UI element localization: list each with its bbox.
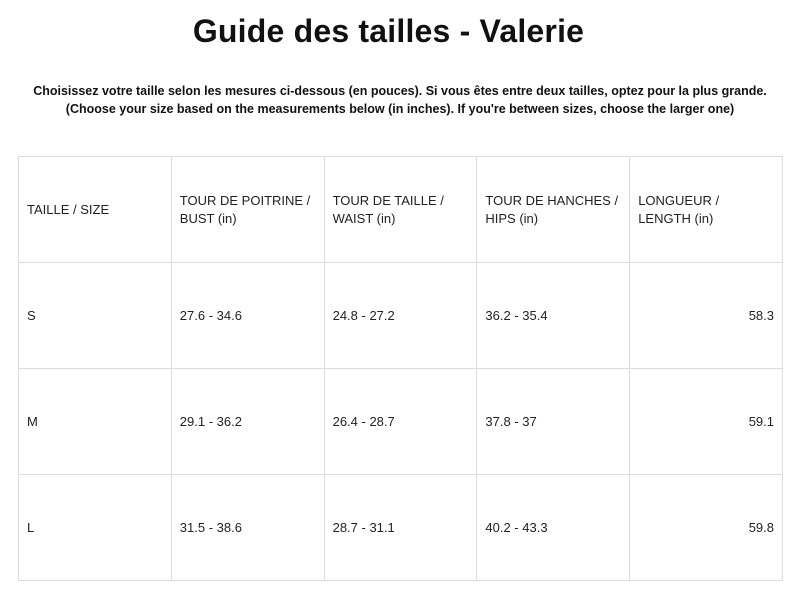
- cell-hips: 37.8 - 37: [477, 369, 630, 475]
- header-size: [19, 157, 172, 263]
- header-length-line1: LONGUEUR /: [638, 192, 720, 208]
- cell-length: 59.1: [630, 369, 783, 475]
- cell-length: 58.3: [630, 263, 783, 369]
- table-header-row: [19, 157, 783, 263]
- cell-bust: 29.1 - 36.2: [171, 369, 324, 475]
- cell-hips: 40.2 - 43.3: [477, 475, 630, 581]
- table-row: [19, 369, 783, 475]
- header-hips: [477, 157, 630, 263]
- header-length-line2: LENGTH (in): [638, 210, 714, 226]
- size-chart-table: [18, 156, 783, 581]
- header-size-label: TAILLE / SIZE: [27, 201, 110, 217]
- table-row: [19, 263, 783, 369]
- cell-size: M: [19, 369, 172, 475]
- header-hips-line1: TOUR DE HANCHES /: [485, 192, 619, 208]
- header-waist-line2: WAIST (in): [332, 210, 396, 226]
- cell-hips: 36.2 - 35.4: [477, 263, 630, 369]
- intro-line-french: Choisissez votre taille selon les mesures ci-dessous (en pouces). Si vous êtes entre deux tailles, optez pour la plus grande.: [33, 84, 767, 98]
- page-title: Guide des tailles - Valerie: [192, 13, 585, 49]
- header-waist-line1: TOUR DE TAILLE /: [332, 192, 444, 208]
- header-bust: [171, 157, 324, 263]
- cell-waist: 24.8 - 27.2: [324, 263, 477, 369]
- cell-size: S: [19, 263, 172, 369]
- cell-waist: 28.7 - 31.1: [324, 475, 477, 581]
- table-row: [19, 475, 783, 581]
- header-hips-line2: HIPS (in): [485, 210, 539, 226]
- intro-text: [0, 83, 800, 118]
- cell-bust: 27.6 - 34.6: [171, 263, 324, 369]
- header-length: [630, 157, 783, 263]
- cell-length: 59.8: [630, 475, 783, 581]
- cell-bust: 31.5 - 38.6: [171, 475, 324, 581]
- cell-waist: 26.4 - 28.7: [324, 369, 477, 475]
- header-waist: [324, 157, 477, 263]
- intro-line-english: (Choose your size based on the measurements below (in inches). If you're between sizes, choose the larger one): [65, 101, 735, 116]
- header-bust-line2: BUST (in): [179, 210, 237, 226]
- header-bust-line1: TOUR DE POITRINE /: [179, 192, 311, 208]
- cell-size: L: [19, 475, 172, 581]
